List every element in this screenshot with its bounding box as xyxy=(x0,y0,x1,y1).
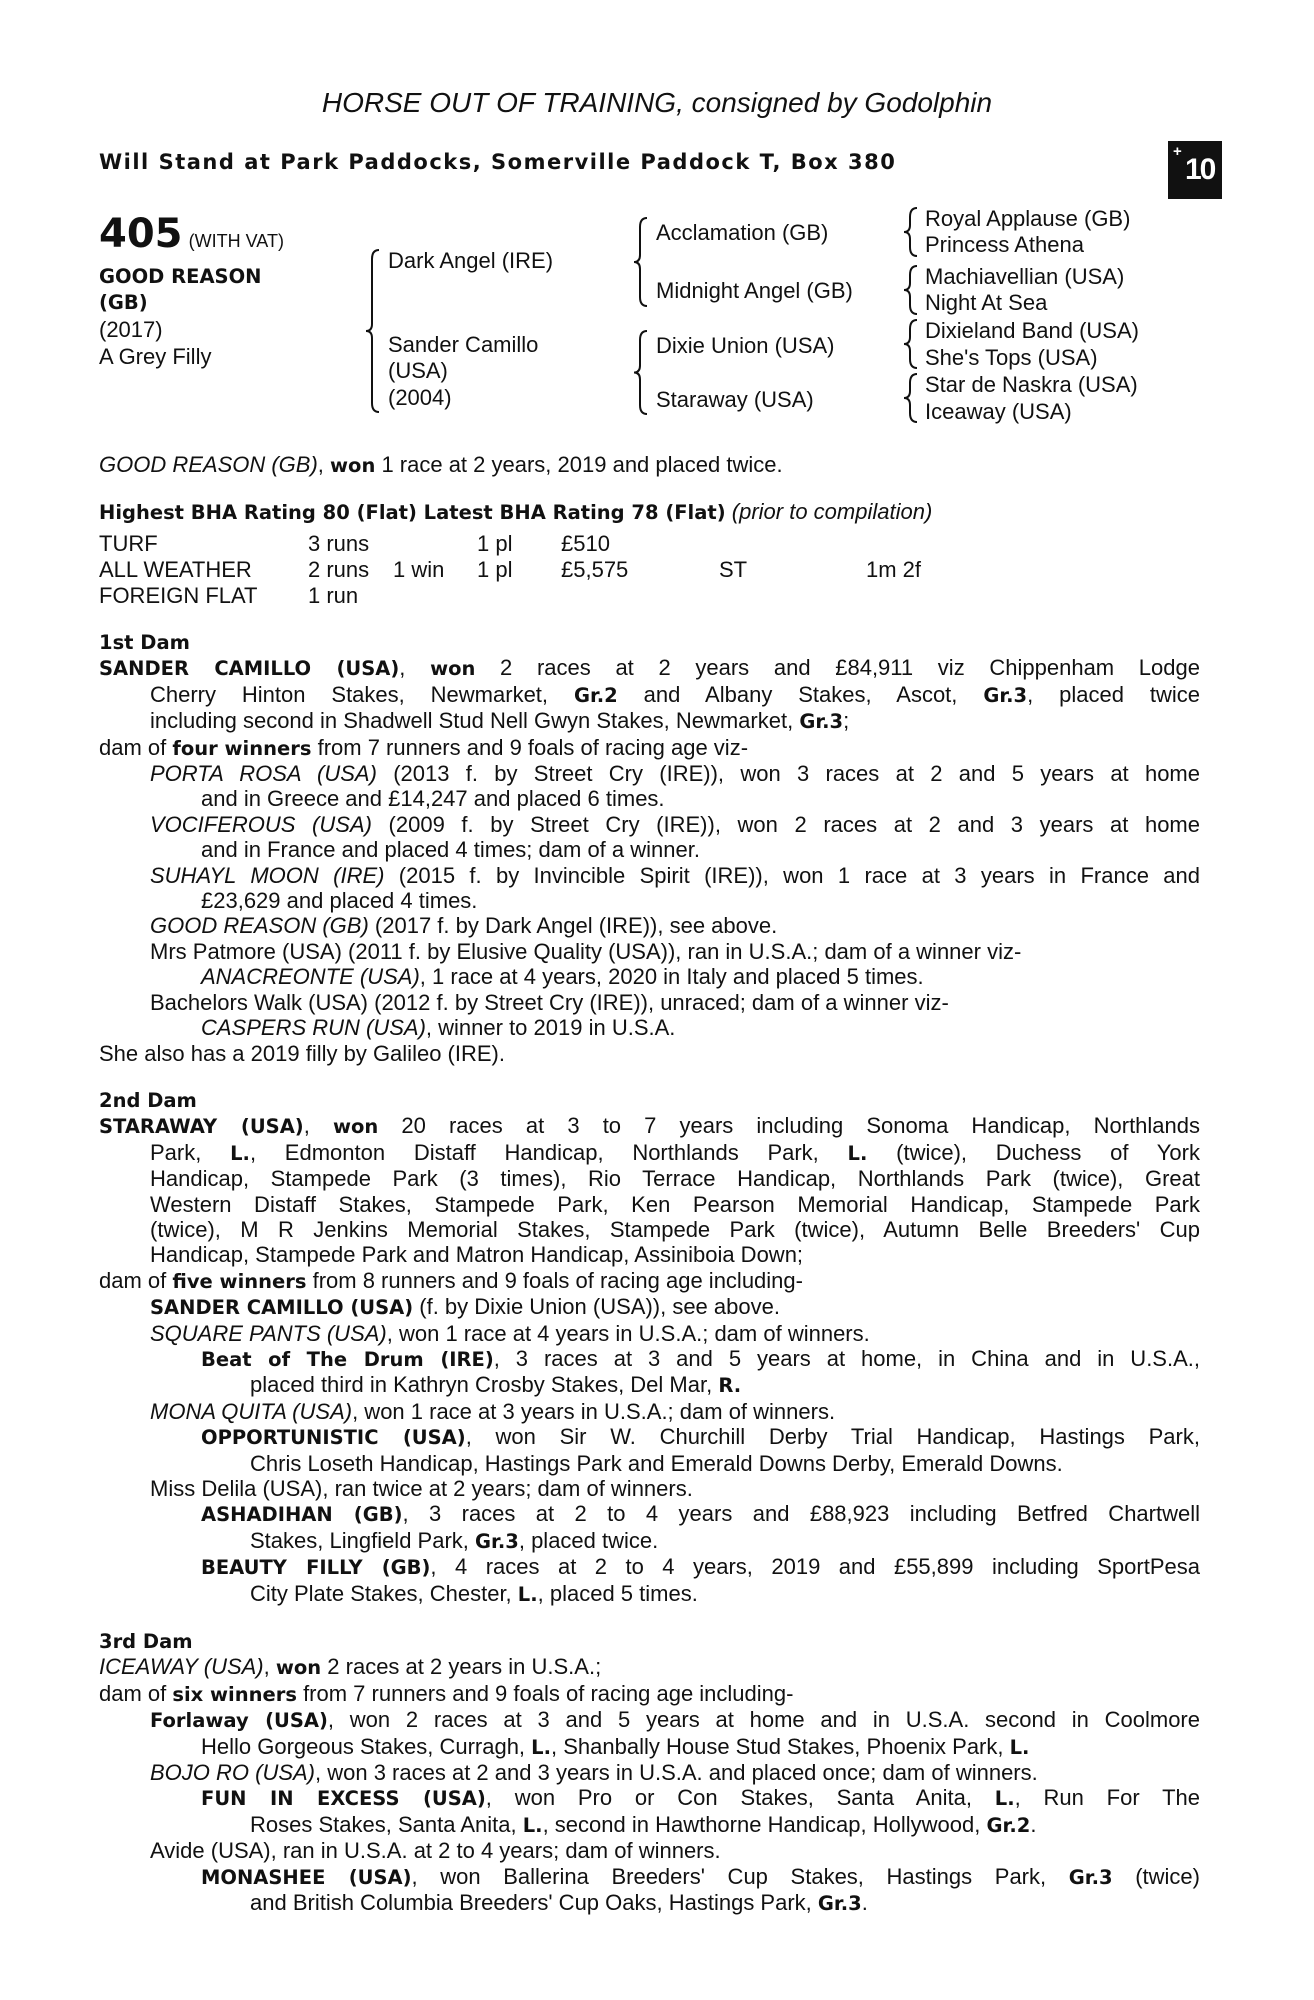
brace-ggp-1 xyxy=(904,266,917,314)
lot-number: 405 xyxy=(99,211,183,257)
text: She also has a 2019 filly by Galileo (IRE). xyxy=(99,1040,505,1066)
page-title: HORSE OUT OF TRAINING, consigned by Godolphin xyxy=(321,87,993,118)
pedigree-grandparent: Midnight Angel (GB) xyxy=(656,278,853,303)
entry-line xyxy=(99,1681,1200,1707)
italic-text: BOJO RO (USA) xyxy=(150,1760,316,1786)
text: , xyxy=(317,452,331,477)
pedigree-great-grandparent: Dixieland Band (USA) xyxy=(925,318,1139,343)
horse-year: (2017) xyxy=(99,317,163,342)
entry-line xyxy=(99,708,1200,734)
pedigree-grandparent: Acclamation (GB) xyxy=(656,220,829,245)
pedigree-great-grandparent: Night At Sea xyxy=(925,290,1048,315)
text: Avide (USA), ran in U.S.A. at 2 to 4 years; dam of winners. xyxy=(150,1838,721,1864)
record-cell: 1 pl xyxy=(477,531,513,556)
brace-ggp-3 xyxy=(904,374,917,422)
entry-line xyxy=(99,735,1200,761)
bold-text: Gr.3 xyxy=(983,683,1028,707)
text: 20 races at 3 to 7 years including Sonoma Handicap, Northlands xyxy=(378,1113,1201,1139)
bold-text: L. xyxy=(1009,1735,1030,1759)
rating-line xyxy=(99,499,932,525)
text: ; xyxy=(843,708,850,734)
bold-text: L. xyxy=(847,1141,868,1165)
entry-line xyxy=(99,1890,1200,1916)
entry-line xyxy=(99,1734,1200,1760)
bold-text: L. xyxy=(230,1141,250,1165)
text: . xyxy=(1030,1811,1037,1837)
bold-text: Gr.3 xyxy=(475,1529,519,1553)
section-heading: 3rd Dam xyxy=(99,1630,193,1654)
text: dam of xyxy=(99,1267,173,1293)
entry-line xyxy=(99,990,1200,1015)
entry-line xyxy=(99,1424,1200,1450)
record-cell: ALL WEATHER xyxy=(99,557,252,582)
dam-sections xyxy=(99,630,1200,1917)
record-cell: 1 run xyxy=(308,583,359,608)
text: including second in Shadwell Stud Nell Gwyn Stakes, Newmarket, xyxy=(150,708,800,734)
text: , 4 races at 2 to 4 years, 2019 and £55,899 including SportPesa xyxy=(430,1554,1200,1580)
section-heading: 1st Dam xyxy=(99,631,190,654)
text: (f. by Dixie Union (USA)), see above. xyxy=(413,1294,780,1320)
text: Bachelors Walk (USA) (2012 f. by Street Cry (IRE)), unraced; dam of a winner viz- xyxy=(150,989,949,1015)
text: placed third in Kathryn Crosby Stakes, Del Mar, xyxy=(250,1372,719,1398)
pedigree-entry xyxy=(99,990,1200,1015)
bold-text: MONASHEE (USA) xyxy=(201,1865,412,1889)
text: and in Greece and £14,247 and placed 6 times. xyxy=(201,786,665,812)
dam-section xyxy=(99,1088,1200,1607)
pedigree-entry xyxy=(99,1113,1200,1267)
pedigree-entry xyxy=(99,1268,1200,1294)
bold-text: SANDER CAMILLO (USA) xyxy=(150,1296,414,1320)
vat-note: (WITH VAT) xyxy=(188,231,284,251)
italic-text: MONA QUITA (USA) xyxy=(150,1398,353,1424)
italic-text: GOOD REASON (GB) xyxy=(99,452,318,477)
entry-line xyxy=(99,913,1200,938)
bold-text: SANDER CAMILLO (USA) xyxy=(99,657,400,681)
record-cell: TURF xyxy=(99,531,158,556)
badge-plus: + xyxy=(1173,143,1182,160)
text: , won Ballerina Breeders' Cup Stakes, Hastings Park, xyxy=(411,1863,1069,1889)
pedigree-entry xyxy=(99,939,1200,964)
text: , xyxy=(399,655,431,681)
entry-line xyxy=(99,1015,1200,1040)
pedigree-dam: Sander Camillo xyxy=(388,332,539,357)
italic-text: VOCIFEROUS (USA) xyxy=(150,811,372,837)
entry-line xyxy=(99,1581,1200,1607)
pedigree-great-grandparent: Machiavellian (USA) xyxy=(925,264,1125,289)
bold-text: six winners xyxy=(172,1682,297,1706)
record-cell: 1 pl xyxy=(477,557,513,582)
text: Stakes, Lingfield Park, xyxy=(250,1527,476,1553)
entry-line xyxy=(99,1812,1200,1838)
text: , placed twice. xyxy=(518,1527,659,1553)
bold-text: L. xyxy=(522,1813,543,1837)
entry-line xyxy=(99,1760,1200,1785)
entry-line xyxy=(99,837,1200,862)
italic-text: PORTA ROSA (USA) xyxy=(150,761,377,787)
record-cell: FOREIGN FLAT xyxy=(99,583,258,608)
horse-country: (GB) xyxy=(99,291,148,314)
text: Handicap, Stampede Park and Matron Handicap, Assiniboia Down; xyxy=(150,1242,804,1268)
pedigree-entry xyxy=(99,1321,1200,1346)
text: , xyxy=(263,1654,276,1680)
text: (2015 f. by Invincible Spirit (IRE)), won 1 race at 3 years in France and xyxy=(384,862,1200,888)
italic-text: ICEAWAY (USA) xyxy=(99,1654,264,1680)
entry-line xyxy=(99,1113,1200,1139)
pedigree-entry xyxy=(99,1399,1200,1424)
pedigree-entry xyxy=(99,761,1200,812)
rating-note: (prior to compilation) xyxy=(731,499,933,524)
entry-line xyxy=(99,1372,1200,1398)
entry-line xyxy=(99,1654,1200,1680)
record-cell: 3 runs xyxy=(308,531,370,556)
entry-line xyxy=(99,1528,1200,1554)
text: , placed twice xyxy=(1027,681,1201,707)
badge-number: 10 xyxy=(1185,153,1215,186)
bold-text: STARAWAY (USA) xyxy=(99,1115,304,1139)
entry-line xyxy=(99,1294,1200,1320)
bold-text: Beat of The Drum (IRE) xyxy=(201,1347,494,1371)
brace-dam-parents xyxy=(634,331,647,414)
pedigree-entry xyxy=(99,1554,1200,1607)
text: Western Distaff Stakes, Stampede Park, Ken Pearson Memorial Handicap, Stampede Park xyxy=(150,1191,1200,1217)
bold-text: four winners xyxy=(172,736,312,760)
text: , xyxy=(303,1113,333,1139)
text: (twice) xyxy=(1112,1863,1200,1889)
stand-location: Will Stand at Park Paddocks, Somerville Paddock T, Box 380 xyxy=(99,150,897,174)
entry-line xyxy=(99,1321,1200,1346)
dam-section xyxy=(99,630,1200,1066)
entry-line xyxy=(99,1192,1200,1217)
text: (2017 f. by Dark Angel (IRE)), see above. xyxy=(368,913,778,939)
pedigree-entry xyxy=(99,1346,1200,1399)
record-cell: ST xyxy=(719,557,748,582)
text: Park, xyxy=(150,1139,231,1165)
entry-line xyxy=(99,1041,1200,1066)
pedigree-entry xyxy=(99,1424,1200,1476)
pedigree-entry xyxy=(99,1838,1200,1863)
bold-text: Forlaway (USA) xyxy=(150,1709,328,1733)
pedigree-entry xyxy=(99,1654,1200,1680)
pedigree-great-grandparent: Princess Athena xyxy=(925,232,1084,257)
text: , won 1 race at 4 years in U.S.A.; dam of winners. xyxy=(386,1320,870,1346)
bold-text: L. xyxy=(994,1787,1015,1811)
pedigree-grandparent: Dixie Union (USA) xyxy=(656,333,835,358)
bold-text: won xyxy=(275,1656,322,1680)
pedigree-dam-country: (USA) xyxy=(388,358,448,383)
entry-line xyxy=(99,1166,1200,1191)
text: Chris Loseth Handicap, Hastings Park and Emerald Downs Derby, Emerald Downs. xyxy=(250,1450,1063,1476)
text: (2009 f. by Street Cry (IRE)), won 2 races at 2 and 3 years at home xyxy=(371,811,1200,837)
entry-line xyxy=(99,1217,1200,1242)
pedigree-great-grandparent: Iceaway (USA) xyxy=(925,399,1072,424)
pedigree-entry xyxy=(99,1015,1200,1040)
text: , placed 5 times. xyxy=(537,1580,698,1606)
text: , won 1 race at 3 years in U.S.A.; dam of winners. xyxy=(352,1398,836,1424)
entry-line xyxy=(99,1785,1200,1811)
text: , Edmonton Distaff Handicap, Northlands Park, xyxy=(249,1139,848,1165)
text: from 8 runners and 9 foals of racing age including- xyxy=(306,1267,803,1293)
entry-line xyxy=(99,1501,1200,1527)
bold-text: BEAUTY FILLY (GB) xyxy=(201,1556,431,1580)
entry-line xyxy=(99,1242,1200,1267)
bold-text: won xyxy=(330,454,376,477)
text: dam of xyxy=(99,734,173,760)
italic-text: SQUARE PANTS (USA) xyxy=(150,1320,387,1346)
pedigree-entry xyxy=(99,735,1200,761)
text: Hello Gorgeous Stakes, Curragh, xyxy=(201,1733,532,1759)
text: City Plate Stakes, Chester, xyxy=(250,1580,518,1606)
pedigree-dam-year: (2004) xyxy=(388,385,452,410)
text: , second in Hawthorne Handicap, Hollywood, xyxy=(542,1811,987,1837)
entry-line xyxy=(99,1346,1200,1372)
entry-line xyxy=(99,1864,1200,1890)
record-cell: 1 win xyxy=(393,557,445,582)
text: 2 races at 2 years in U.S.A.; xyxy=(321,1654,602,1680)
entry-line xyxy=(99,888,1200,913)
pedigree-entry xyxy=(99,964,1200,989)
bold-text: ASHADIHAN (GB) xyxy=(201,1503,403,1527)
pedigree-entry xyxy=(99,863,1200,914)
text: (2013 f. by Street Cry (IRE)), won 3 races at 2 and 5 years at home xyxy=(376,761,1200,787)
text: (twice), M R Jenkins Memorial Stakes, Stampede Park (twice), Autumn Belle Breeders' Cup xyxy=(150,1216,1200,1242)
record-cell: £5,575 xyxy=(561,557,629,582)
record-cell: £510 xyxy=(561,531,610,556)
text: Miss Delila (USA), ran twice at 2 years; dam of winners. xyxy=(150,1476,693,1501)
bold-text: won xyxy=(332,1115,379,1139)
entry-line xyxy=(99,939,1200,964)
brace-sire-parents xyxy=(634,218,647,306)
pedigree-entry xyxy=(99,1476,1200,1501)
text: , 1 race at 4 years, 2020 in Italy and placed 5 times. xyxy=(419,964,924,990)
bold-text: won xyxy=(430,657,476,681)
text: dam of xyxy=(99,1680,173,1706)
italic-text: GOOD REASON (GB) xyxy=(150,913,369,939)
pedigree-great-grandparent: She's Tops (USA) xyxy=(925,345,1098,370)
pedigree-entry xyxy=(99,812,1200,863)
pedigree-entry xyxy=(99,1041,1200,1066)
text: , 3 races at 3 and 5 years at home, in China and in U.S.A., xyxy=(493,1345,1200,1371)
text: from 7 runners and 9 foals of racing age including- xyxy=(296,1680,794,1706)
text: . xyxy=(861,1890,868,1916)
text: , Run For The xyxy=(1014,1785,1201,1811)
entry-line xyxy=(99,1707,1200,1733)
text: , won Pro or Con Stakes, Santa Anita, xyxy=(485,1785,995,1811)
entry-line xyxy=(99,761,1200,786)
brace-ggp-0 xyxy=(904,208,917,256)
text: , 3 races at 2 to 4 years and £88,923 including Betfred Chartwell xyxy=(402,1501,1200,1527)
text: Mrs Patmore (USA) (2011 f. by Elusive Quality (USA)), ran in U.S.A.; dam of a winner viz- xyxy=(150,938,1022,964)
text: , winner to 2019 in U.S.A. xyxy=(425,1015,676,1041)
entry-line xyxy=(99,1268,1200,1294)
entry-line xyxy=(99,786,1200,811)
pedigree-entry xyxy=(99,1294,1200,1320)
bold-text: Gr.3 xyxy=(799,710,844,734)
pedigree-entry xyxy=(99,913,1200,938)
text: and British Columbia Breeders' Cup Oaks, Hastings Park, xyxy=(250,1890,818,1916)
text: , won 2 races at 3 and 5 years at home and in U.S.A. second in Coolmore xyxy=(327,1707,1200,1733)
pedigree-great-grandparent: Royal Applause (GB) xyxy=(925,206,1131,231)
bold-text: FUN IN EXCESS (USA) xyxy=(201,1787,486,1811)
entry-line xyxy=(99,1554,1200,1580)
text: Handicap, Stampede Park (3 times), Rio Terrace Handicap, Northlands Park (twice), Great xyxy=(150,1166,1200,1192)
brace-ggp-2 xyxy=(904,320,917,368)
entry-line xyxy=(99,682,1200,708)
dam-section xyxy=(99,1629,1200,1916)
record-cell: 1m 2f xyxy=(866,557,922,582)
horse-summary xyxy=(99,452,783,478)
bold-text: R. xyxy=(718,1374,742,1398)
entry-line xyxy=(99,1451,1200,1476)
bold-text: Gr.2 xyxy=(986,1813,1031,1837)
bold-text: OPPORTUNISTIC (USA) xyxy=(201,1426,466,1450)
text: 2 races at 2 years and £84,911 viz Chippenham Lodge xyxy=(475,655,1200,681)
pedigree-entry xyxy=(99,1864,1200,1917)
brace-sire-dam xyxy=(366,250,379,412)
text: Roses Stakes, Santa Anita, xyxy=(250,1811,523,1837)
pedigree-entry xyxy=(99,655,1200,734)
bold-text: L. xyxy=(531,1735,552,1759)
bold-text: Gr.2 xyxy=(573,683,618,707)
horse-description: A Grey Filly xyxy=(99,344,212,369)
pedigree-entry xyxy=(99,1760,1200,1785)
entry-line xyxy=(99,1399,1200,1424)
bold-text: Gr.3 xyxy=(817,1892,862,1916)
text: and in France and placed 4 times; dam of a winner. xyxy=(201,837,700,863)
entry-line xyxy=(99,1476,1200,1501)
pedigree-entry xyxy=(99,1501,1200,1554)
text: £23,629 and placed 4 times. xyxy=(201,888,478,914)
text: 1 race at 2 years, 2019 and placed twice. xyxy=(375,452,783,477)
section-heading: 2nd Dam xyxy=(99,1088,197,1112)
record-cell: 2 runs xyxy=(308,557,370,582)
italic-text: ANACREONTE (USA) xyxy=(201,964,420,990)
entry-line xyxy=(99,812,1200,837)
bold-text: Gr.3 xyxy=(1068,1865,1113,1889)
entry-line xyxy=(99,1838,1200,1863)
text: and Albany Stakes, Ascot, xyxy=(617,681,984,707)
pedigree-great-grandparent: Star de Naskra (USA) xyxy=(925,372,1138,397)
entry-line xyxy=(99,863,1200,888)
text: Cherry Hinton Stakes, Newmarket, xyxy=(150,681,574,707)
italic-text: CASPERS RUN (USA) xyxy=(201,1015,426,1041)
entry-line xyxy=(99,1140,1200,1166)
text: from 7 runners and 9 foals of racing age viz- xyxy=(311,734,749,760)
text: (twice), Duchess of York xyxy=(867,1139,1200,1165)
text: , won Sir W. Churchill Derby Trial Handicap, Hastings Park, xyxy=(465,1424,1200,1450)
pedigree-sire: Dark Angel (IRE) xyxy=(388,248,554,273)
bold-text: L. xyxy=(517,1582,538,1606)
entry-line xyxy=(99,655,1200,681)
text: , Shanbally House Stud Stakes, Phoenix Park, xyxy=(551,1733,1010,1759)
text: , won 3 races at 2 and 3 years in U.S.A. and placed once; dam of winners. xyxy=(315,1760,1038,1786)
pedigree-entry xyxy=(99,1707,1200,1760)
pedigree-entry xyxy=(99,1785,1200,1838)
italic-text: SUHAYL MOON (IRE) xyxy=(150,862,385,888)
horse-name: GOOD REASON xyxy=(99,265,262,288)
pedigree-grandparent: Staraway (USA) xyxy=(656,387,814,412)
bold-text: five winners xyxy=(172,1269,307,1293)
entry-line xyxy=(99,964,1200,989)
rating-text: Highest BHA Rating 80 (Flat) Latest BHA Rating 78 (Flat) xyxy=(99,501,726,524)
pedigree-entry xyxy=(99,1681,1200,1707)
